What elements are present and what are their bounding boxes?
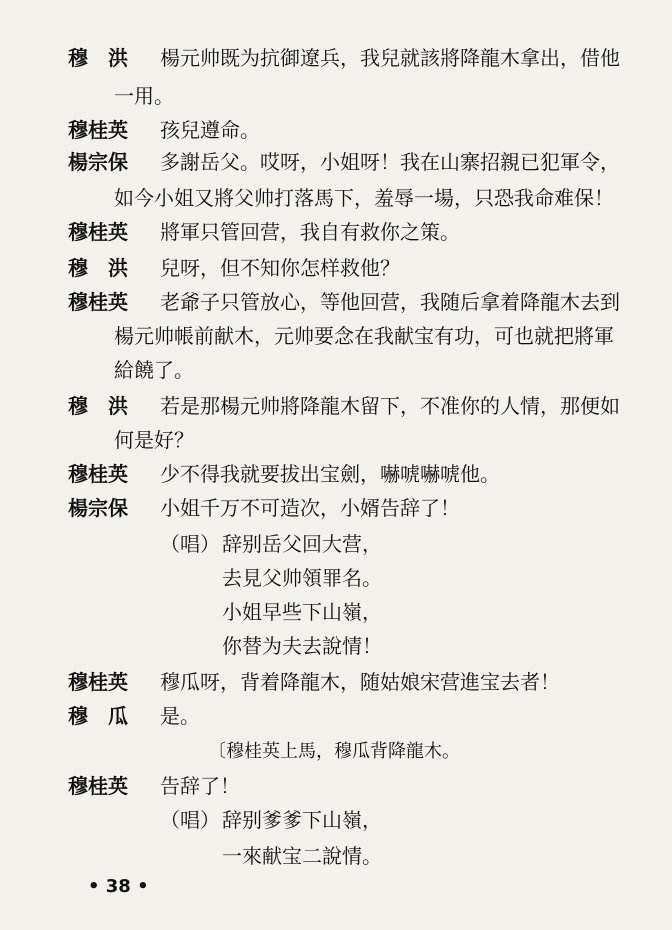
speaker-name: 穆 洪 xyxy=(68,46,128,70)
dialogue-text: 給饒了。 xyxy=(114,358,194,382)
speaker-name: 穆 洪 xyxy=(68,256,128,280)
speaker-name: 穆桂英 xyxy=(68,220,128,244)
speaker-name: 穆桂英 xyxy=(68,118,128,142)
dialogue-text: 告辞了！ xyxy=(160,774,240,798)
speaker-name: 穆桂英 xyxy=(68,670,128,694)
speaker-name: 楊宗保 xyxy=(68,496,128,520)
page-number: • 38 • xyxy=(88,876,149,897)
dialogue-text: 一用。 xyxy=(114,84,174,108)
sung-text: 辞别岳父回大营， xyxy=(222,532,382,556)
sung-text: 一來献宝二說情。 xyxy=(222,844,382,868)
sung-text: 辞别爹爹下山嶺， xyxy=(222,808,382,832)
dialogue-text: 楊元帅帳前献木，元帅要念在我献宝有功，可也就把將軍 xyxy=(114,324,614,348)
dialogue-text: 多謝岳父。哎呀，小姐呀！我在山寨招親已犯軍令， xyxy=(160,150,620,174)
dialogue-text: 小姐千万不可造次，小婿告辞了！ xyxy=(160,496,460,520)
sing-tag: （唱） xyxy=(160,808,220,832)
dialogue-text: 老爺子只管放心，等他回营，我随后拿着降龍木去到 xyxy=(160,290,620,314)
dialogue-text: 穆瓜呀，背着降龍木，随姑娘宋营進宝去者！ xyxy=(160,670,560,694)
sing-tag: （唱） xyxy=(160,532,220,556)
dialogue-text: 孩兒遵命。 xyxy=(160,118,260,142)
speaker-name: 穆 瓜 xyxy=(68,704,128,728)
speaker-name: 穆桂英 xyxy=(68,290,128,314)
dialogue-text: 何是好？ xyxy=(114,428,194,452)
speaker-name: 穆桂英 xyxy=(68,774,128,798)
sung-text: 去見父帅領罪名。 xyxy=(222,566,382,590)
speaker-name: 楊宗保 xyxy=(68,150,128,174)
dialogue-text: 少不得我就要拔出宝劍，嚇唬嚇唬他。 xyxy=(160,462,500,486)
speaker-name: 穆桂英 xyxy=(68,462,128,486)
dialogue-text: 兒呀，但不知你怎样救他？ xyxy=(160,256,400,280)
dialogue-text: 將軍只管回营，我自有救你之策。 xyxy=(160,220,460,244)
dialogue-text: 楊元帅既为抗御遼兵，我兒就該將降龍木拿出，借他 xyxy=(160,46,620,70)
sung-text: 小姐早些下山嶺， xyxy=(222,600,382,624)
speaker-name: 穆 洪 xyxy=(68,394,128,418)
dialogue-text: 若是那楊元帅將降龍木留下，不准你的人情，那便如 xyxy=(160,394,620,418)
stage-direction-text: 〔穆桂英上馬，穆瓜背降龍木。 xyxy=(208,741,460,762)
dialogue-text: 如今小姐又將父帅打落馬下，羞辱一場，只恐我命难保！ xyxy=(114,186,614,210)
sung-text: 你替为夫去說情！ xyxy=(222,634,382,658)
dialogue-text: 是。 xyxy=(160,704,200,728)
